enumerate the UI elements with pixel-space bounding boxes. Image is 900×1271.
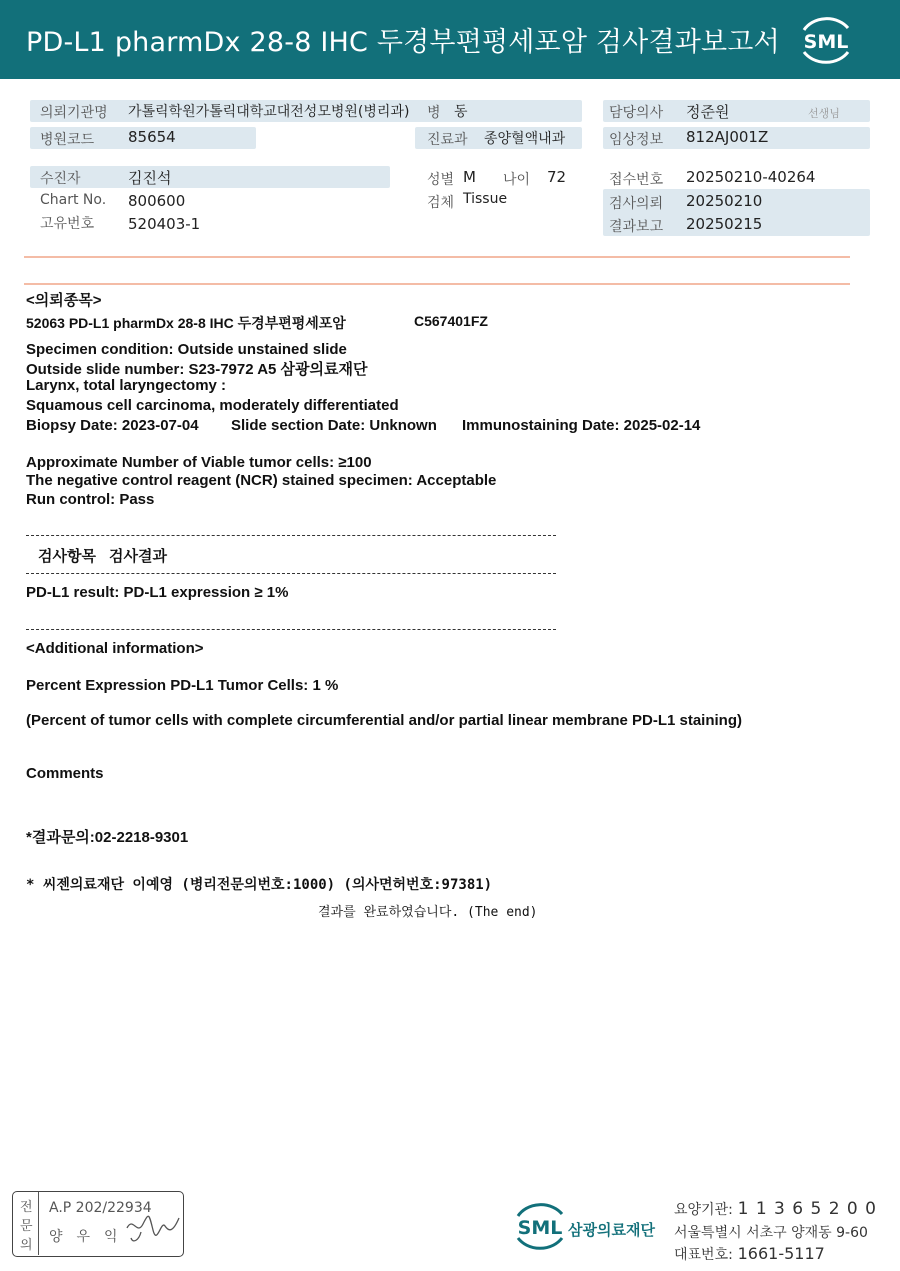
footer-logo-text: SML bbox=[517, 1217, 563, 1239]
clinical-label: 임상정보 bbox=[609, 132, 664, 148]
report-title: PD-L1 pharmDx 28-8 IHC 두경부편평세포암 검사결과보고서 bbox=[26, 27, 780, 58]
inquiry-line: *결과문의:02-2218-9301 bbox=[26, 829, 189, 846]
dash-line-2 bbox=[26, 573, 556, 574]
stamp-char: 문 bbox=[20, 1219, 33, 1234]
care-code-label: 요양기관: bbox=[674, 1202, 733, 1218]
footer-org-name: 삼광의료재단 bbox=[568, 1221, 655, 1239]
run-control: Run control: Pass bbox=[26, 491, 155, 508]
chart-value: 800600 bbox=[128, 192, 186, 210]
signature-icon bbox=[123, 1206, 183, 1246]
doctor-label: 담당의사 bbox=[609, 105, 664, 121]
dash-line-3 bbox=[26, 629, 556, 630]
specimen-label: 검체 bbox=[427, 195, 455, 211]
biopsy-date: Biopsy Date: 2023-07-04 bbox=[26, 417, 199, 434]
doctor-suffix: 선생님 bbox=[808, 107, 840, 120]
receipt-value: 20250210-40264 bbox=[686, 168, 816, 186]
dash-line-1 bbox=[26, 535, 556, 536]
receipt-label: 접수번호 bbox=[609, 172, 664, 188]
percent-note: (Percent of tumor cells with complete circumferential and/or partial linear membrane PD-L1 staining) bbox=[26, 712, 743, 729]
institution-value: 가톨릭학원가톨릭대학교대전성모병원(병리과) bbox=[128, 104, 410, 120]
request-code: C567401FZ bbox=[414, 313, 488, 329]
sex-label: 성별 bbox=[427, 172, 455, 188]
age-label: 나이 bbox=[503, 172, 531, 188]
dept-value: 종양혈액내과 bbox=[484, 131, 566, 147]
specimen-condition: Specimen condition: Outside unstained slide bbox=[26, 341, 347, 358]
age-value: 72 bbox=[547, 168, 567, 186]
unique-label: 고유번호 bbox=[40, 216, 95, 232]
clinical-value: 812AJ001Z bbox=[686, 128, 769, 146]
table-header-result: 검사결과 bbox=[109, 548, 167, 565]
footer-sml-logo-icon bbox=[510, 1198, 570, 1254]
immuno-date: Immunostaining Date: 2025-02-14 bbox=[462, 417, 701, 434]
request-line: 52063 PD-L1 pharmDx 28-8 IHC 두경부편평세포암 bbox=[26, 315, 346, 331]
unique-value: 520403-1 bbox=[128, 215, 201, 233]
percent-expression: Percent Expression PD-L1 Tumor Cells: 1 % bbox=[26, 677, 339, 694]
care-code-value: 1 1 3 6 5 2 0 0 bbox=[737, 1199, 877, 1219]
stamp-char: 전 bbox=[20, 1200, 33, 1215]
viable-cells: Approximate Number of Viable tumor cells: ≥100 bbox=[26, 454, 372, 471]
request-value: 20250210 bbox=[686, 192, 763, 210]
doctor-value: 정준원 bbox=[686, 103, 730, 121]
stamp-char: 의 bbox=[20, 1238, 33, 1253]
end-note: 결과를 완료하였습니다. (The end) bbox=[318, 905, 538, 920]
stamp-label-column bbox=[13, 1192, 39, 1255]
pdl1-result: PD-L1 result: PD-L1 expression ≥ 1% bbox=[26, 584, 289, 601]
comments: Comments bbox=[26, 765, 104, 782]
dept-label: 진료과 bbox=[427, 132, 468, 148]
divider-bottom bbox=[24, 283, 850, 285]
stamp-doctor-name: 양우익 bbox=[49, 1229, 132, 1245]
sml-logo-icon bbox=[796, 12, 856, 68]
sex-value: M bbox=[463, 168, 476, 186]
signer-line: * 씨젠의료재단 이예영 (병리전문의번호:1000) (의사면허번호:97381) bbox=[26, 877, 493, 893]
institution-label: 의뢰기관명 bbox=[40, 105, 108, 121]
hospital-code-label: 병원코드 bbox=[40, 132, 95, 148]
patient-label: 수진자 bbox=[40, 171, 81, 187]
patient-box bbox=[30, 166, 390, 188]
chart-label: Chart No. bbox=[40, 192, 107, 208]
report-date-label: 결과보고 bbox=[609, 219, 664, 235]
report-date-value: 20250215 bbox=[686, 215, 763, 233]
outside-slide: Outside slide number: S23-7972 A5 삼광의료재단 bbox=[26, 361, 368, 378]
phone-line bbox=[674, 1244, 825, 1264]
additional-title: <Additional information> bbox=[26, 640, 204, 657]
request-title: <의뢰종목> bbox=[26, 292, 102, 309]
phone-label: 대표번호: bbox=[674, 1247, 733, 1263]
specialist-stamp bbox=[12, 1191, 184, 1257]
request-label: 검사의뢰 bbox=[609, 196, 664, 212]
hospital-code-value: 85654 bbox=[128, 128, 176, 146]
header-logo-text: SML bbox=[803, 31, 849, 53]
stamp-ap-number: A.P 202/22934 bbox=[49, 1200, 152, 1216]
report-header bbox=[0, 0, 900, 79]
ward-label: 병 bbox=[427, 105, 441, 121]
divider-top bbox=[24, 256, 850, 258]
ward-value: 동 bbox=[454, 104, 468, 120]
patient-value: 김진석 bbox=[128, 169, 172, 187]
specimen-site: Larynx, total laryngectomy : bbox=[26, 377, 227, 394]
phone-value: 1661-5117 bbox=[737, 1244, 825, 1263]
diagnosis: Squamous cell carcinoma, moderately differentiated bbox=[26, 397, 399, 414]
section-date: Slide section Date: Unknown bbox=[231, 417, 437, 434]
specimen-value: Tissue bbox=[463, 191, 508, 207]
care-code-line bbox=[674, 1199, 877, 1219]
footer-address: 서울특별시 서초구 양재동 9-60 bbox=[674, 1225, 868, 1241]
ncr-result: The negative control reagent (NCR) stained specimen: Acceptable bbox=[26, 472, 497, 489]
table-header-item: 검사항목 bbox=[38, 548, 96, 565]
